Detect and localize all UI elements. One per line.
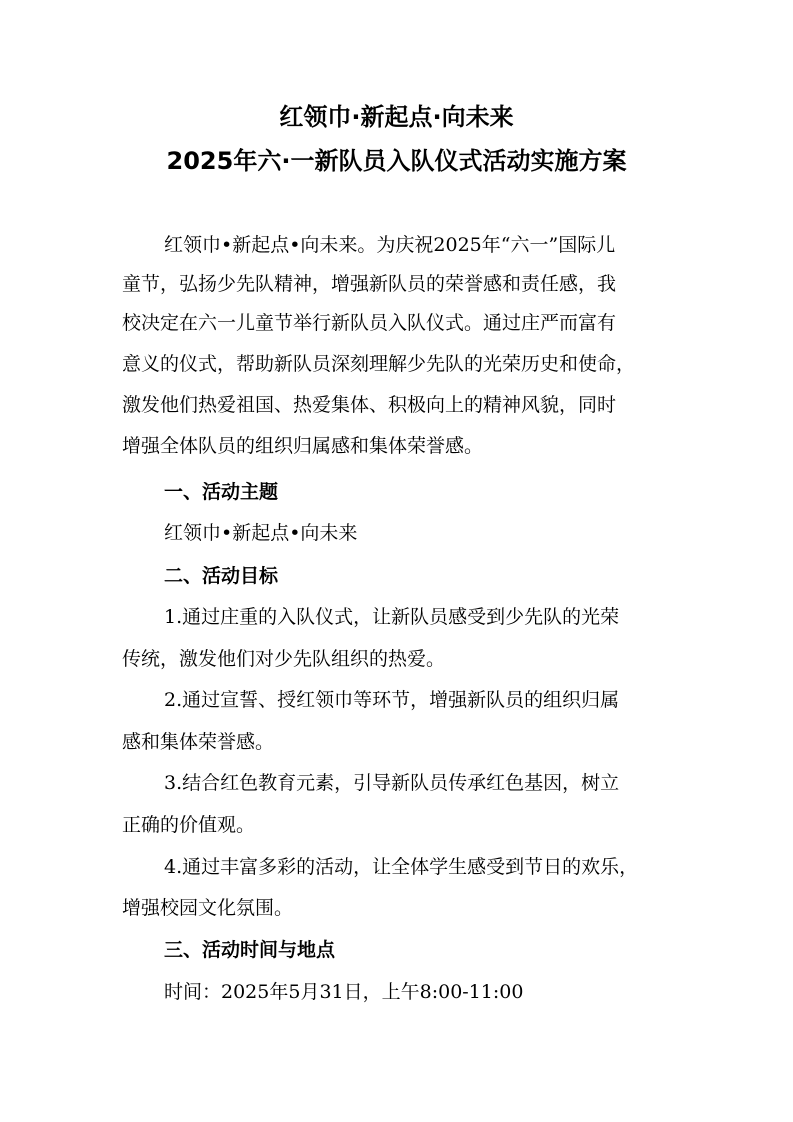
- section-heading-goals: 二、活动目标: [164, 565, 279, 587]
- intro-line: 童节，弘扬少先队精神，增强新队员的荣誉感和责任感，我: [122, 273, 617, 295]
- intro-line: 增强全体队员的组织归属感和集体荣誉感。: [122, 435, 484, 457]
- document-title-line-2: 2025年六·一新队员入队仪式活动实施方案: [166, 147, 627, 175]
- intro-line: 激发他们热爱祖国、热爱集体、积极向上的精神风貌，同时: [122, 394, 617, 416]
- intro-line: 校决定在六一儿童节举行新队员入队仪式。通过庄严而富有: [122, 312, 617, 334]
- goal-item-line: 4.通过丰富多彩的活动，让全体学生感受到节日的欢乐，: [164, 856, 639, 878]
- goal-item-line: 3.结合红色教育元素，引导新队员传承红色基因，树立: [164, 772, 620, 794]
- theme-text: 红领巾•新起点•向未来: [164, 522, 358, 544]
- goal-item-line: 正确的价值观。: [122, 814, 256, 836]
- section-heading-theme: 一、活动主题: [164, 481, 279, 503]
- intro-line: 红领巾•新起点•向未来。为庆祝2025年“六一”国际儿: [164, 234, 616, 256]
- goal-item-line: 传统，激发他们对少先队组织的热爱。: [122, 648, 446, 670]
- time-text: 时间：2025年5月31日，上午8:00-11:00: [164, 981, 524, 1003]
- goal-item-line: 1.通过庄重的入队仪式，让新队员感受到少先队的光荣: [164, 606, 620, 628]
- section-heading-time-place: 三、活动时间与地点: [164, 939, 336, 961]
- goal-item-line: 增强校园文化氛围。: [122, 897, 294, 919]
- intro-line: 意义的仪式，帮助新队员深刻理解少先队的光荣历史和使命，: [122, 353, 636, 375]
- goal-item-line: 感和集体荣誉感。: [122, 731, 275, 753]
- document-title-line-1: 红领巾·新起点·向未来: [279, 103, 514, 131]
- goal-item-line: 2.通过宣誓、授红领巾等环节，增强新队员的组织归属: [164, 689, 620, 711]
